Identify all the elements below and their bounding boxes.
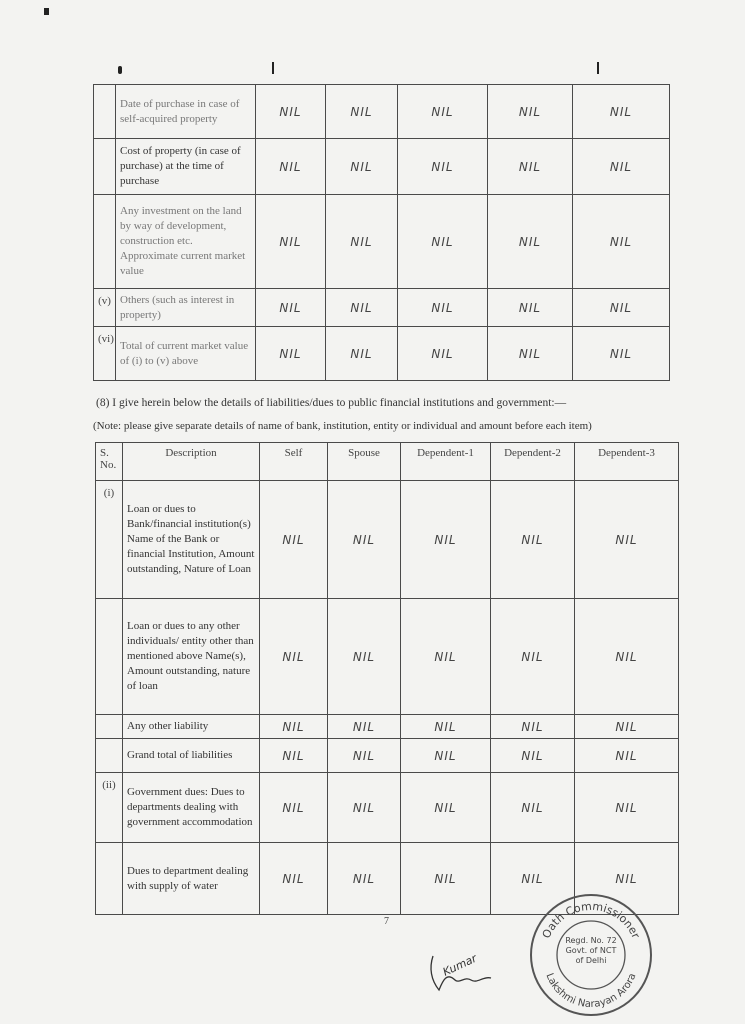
value-dependent-2: NIL [491,481,575,599]
value-dependent-2: NIL [491,843,575,915]
value-dependent-1: NIL [401,843,491,915]
value-dependent-1: NIL [398,327,488,381]
scan-mark [118,66,122,74]
oath-commissioner-stamp [526,890,656,1020]
value-dependent-3: NIL [573,289,670,327]
scan-mark [44,8,49,15]
value-self: NIL [260,599,328,715]
value-spouse: NIL [326,85,398,139]
page-number: 7 [384,916,389,927]
row-description: Others (such as interest in property) [116,289,256,327]
header-self: Self [260,443,328,481]
row-number [96,739,123,773]
value-self: NIL [260,773,328,843]
value-dependent-1: NIL [398,85,488,139]
value-dependent-3: NIL [573,139,670,195]
table-row [96,599,679,715]
table-row [96,739,679,773]
row-description: Loan or dues to Bank/financial institution(s) Name of the Bank or financial Institution, Amount outstanding, Nature of Loan [123,481,260,599]
stamp-top-text: Oath Commissioner [539,899,643,941]
scan-mark [597,62,599,74]
value-dependent-2: NIL [488,85,573,139]
row-number [94,195,116,289]
row-number [94,85,116,139]
row-number: (v) [94,289,116,327]
section-8-heading: (8) I give herein below the details of liabilities/dues to public financial institutions and government:— [96,397,567,409]
row-description: Total of current market value of (i) to (v) above [116,327,256,381]
value-spouse: NIL [328,481,401,599]
value-dependent-2: NIL [491,739,575,773]
value-self: NIL [260,715,328,739]
row-number [96,599,123,715]
value-self: NIL [256,139,326,195]
table-row [94,327,670,381]
value-spouse: NIL [328,715,401,739]
header-description: Description [123,443,260,481]
value-dependent-3: NIL [575,843,679,915]
table-row [96,773,679,843]
table-row [94,289,670,327]
value-dependent-3: NIL [573,195,670,289]
row-number: (ii) [96,773,123,843]
signature [425,950,500,995]
assets-table-continued [93,84,670,381]
value-dependent-3: NIL [573,85,670,139]
value-spouse: NIL [328,843,401,915]
row-description: Grand total of liabilities [123,739,260,773]
section-8-note: (Note: please give separate details of name of bank, institution, entity or individual and amount before each item) [93,420,592,432]
value-self: NIL [256,195,326,289]
value-self: NIL [256,327,326,381]
row-description: Loan or dues to any other individuals/ entity other than mentioned above Name(s), Amount outstanding, nature of loan [123,599,260,715]
value-dependent-1: NIL [401,739,491,773]
table-row [96,481,679,599]
value-dependent-1: NIL [398,289,488,327]
value-dependent-2: NIL [491,773,575,843]
value-self: NIL [260,843,328,915]
header-spouse: Spouse [328,443,401,481]
value-dependent-2: NIL [491,715,575,739]
value-dependent-2: NIL [491,599,575,715]
table-row [94,85,670,139]
row-description: Dues to department dealing with supply of water [123,843,260,915]
table-row [94,195,670,289]
value-dependent-3: NIL [573,327,670,381]
value-dependent-1: NIL [398,139,488,195]
value-spouse: NIL [326,289,398,327]
value-spouse: NIL [326,195,398,289]
value-dependent-2: NIL [488,195,573,289]
value-self: NIL [260,481,328,599]
table-row [96,715,679,739]
stamp-bottom-text: Lakshmi Narayan Arora [543,971,639,1011]
row-description: Any other liability [123,715,260,739]
value-spouse: NIL [328,599,401,715]
row-description: Date of purchase in case of self-acquired property [116,85,256,139]
value-spouse: NIL [326,139,398,195]
value-dependent-1: NIL [401,773,491,843]
table-row [94,139,670,195]
row-description: Cost of property (in case of purchase) at the time of purchase [116,139,256,195]
value-dependent-2: NIL [488,289,573,327]
row-number [96,843,123,915]
row-number [96,715,123,739]
liabilities-table [95,442,679,915]
value-dependent-3: NIL [575,715,679,739]
signature-text: Kumar [440,951,479,979]
value-dependent-3: NIL [575,739,679,773]
row-number: (i) [96,481,123,599]
value-dependent-1: NIL [401,715,491,739]
header-row [96,443,679,481]
value-self: NIL [260,739,328,773]
row-description: Government dues: Dues to departments dealing with government accommodation [123,773,260,843]
value-dependent-3: NIL [575,481,679,599]
value-dependent-3: NIL [575,773,679,843]
value-dependent-2: NIL [488,327,573,381]
value-dependent-1: NIL [398,195,488,289]
header-dependent-1: Dependent-1 [401,443,491,481]
scan-mark [272,62,274,74]
value-dependent-3: NIL [575,599,679,715]
value-self: NIL [256,289,326,327]
value-spouse: NIL [326,327,398,381]
row-number: (vi) [94,327,116,381]
header-dependent-3: Dependent-3 [575,443,679,481]
value-spouse: NIL [328,739,401,773]
value-dependent-2: NIL [488,139,573,195]
row-number [94,139,116,195]
value-spouse: NIL [328,773,401,843]
header-sno: S. No. [96,443,123,481]
stamp-center-text: Regd. No. 72 Govt. of NCT of Delhi [565,936,617,965]
value-self: NIL [256,85,326,139]
value-dependent-1: NIL [401,481,491,599]
row-description: Any investment on the land by way of development, construction etc. Approximate current market value [116,195,256,289]
header-dependent-2: Dependent-2 [491,443,575,481]
value-dependent-1: NIL [401,599,491,715]
